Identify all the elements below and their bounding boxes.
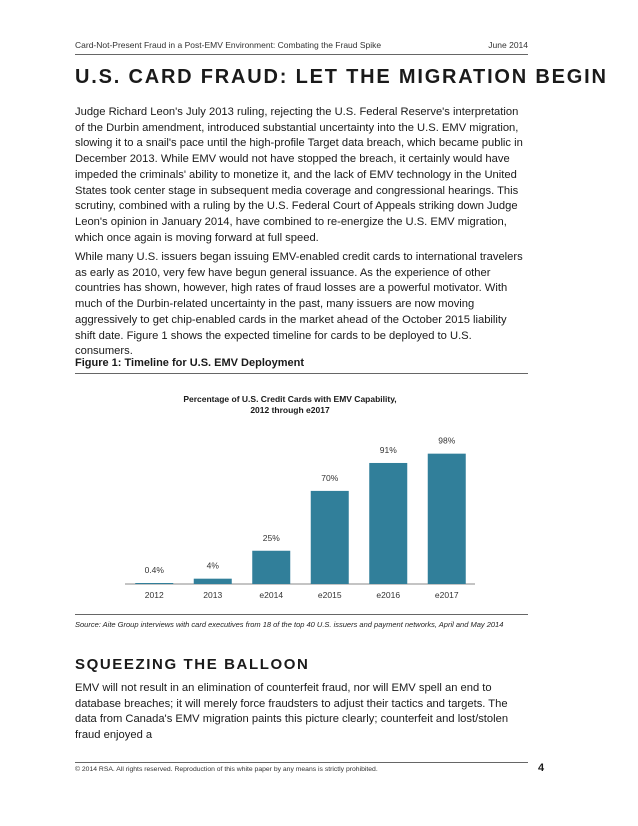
x-tick-label-2012: 2012 — [144, 590, 164, 600]
header-rule — [75, 54, 528, 55]
bar-e2016 — [369, 463, 407, 584]
header-doc-title: Card-Not-Present Fraud in a Post-EMV Environment: Combating the Fraud Spike — [75, 40, 382, 50]
footer-copyright: © 2014 RSA. All rights reserved. Reproduction of this white paper by any means is strictly prohibited. — [75, 766, 378, 773]
data-label-e2017: 98% — [438, 435, 456, 446]
paragraph-1: Judge Richard Leon's July 2013 ruling, rejecting the U.S. Federal Reserve's interpretation of the Durbin amendment, introduced substantial uncertainty into the U.S. EMV migration, slowing it to a snail's pace until the high-profile Target data breach, which became public in December 2013. While EMV would not have stopped the breach, it certainly would have impeded the criminals' ability to monetize it, and the lack of EMV technology in the United States took center stage in subsequent media coverage and congressional hearings. This scrutiny, combined with a ruling by the U.S. Federal Court of Appeals striking down Judge Leon's opinion in January 2014, have combined to re-energize the U.S. EMV migration, which once again is moving forward at full speed. — [75, 106, 523, 244]
bar-e2017 — [428, 454, 466, 584]
x-tick-label-e2015: e2015 — [317, 590, 342, 600]
figure-source: Source: Aite Group interviews with card executives from 18 of the top 40 U.S. issuers and payment networks, April and May 2014 — [75, 620, 504, 629]
bar-2012 — [135, 583, 173, 584]
figure-bottom-rule — [75, 614, 528, 615]
data-label-2013: 4% — [206, 560, 219, 571]
x-tick-label-2013: 2013 — [203, 590, 223, 600]
section-heading: SQUEEZING THE BALLOON — [75, 656, 310, 673]
footer-rule — [75, 762, 528, 763]
data-label-e2014: 25% — [262, 532, 280, 543]
x-tick-label-e2017: e2017 — [434, 590, 459, 600]
bar-chart — [75, 383, 530, 608]
data-label-2012: 0.4% — [144, 565, 164, 575]
data-label-e2015: 70% — [321, 472, 339, 483]
bar-2013 — [194, 579, 232, 584]
paragraph-2: While many U.S. issuers began issuing EMV-enabled credit cards to international travelers as early as 2010, very few have begun general issuance. As the experience of other countries has shown, however, high rates of fraud losses are a powerful motivator. With much of the Durbin-related uncertainty in the past, many issuers are now moving aggressively to get chip-enabled cards in the market ahead of the October 2015 liability shift date. Figure 1 shows the expected timeline for cards to be deployed to U.S. consumers. — [75, 251, 523, 358]
bar-e2015 — [311, 491, 349, 584]
bar-e2014 — [252, 551, 290, 584]
chart-title-line-2: 2012 through e2017 — [250, 405, 330, 415]
chart-title-line-1: Percentage of U.S. Credit Cards with EMV Capability, — [183, 394, 397, 404]
x-tick-label-e2014: e2014 — [259, 590, 284, 600]
page-header — [75, 40, 528, 50]
figure-top-rule — [75, 373, 528, 374]
paragraph-3: EMV will not result in an elimination of counterfeit fraud, nor will EMV spell an end to database breaches; it will merely force fraudsters to adjust their tactics and targets. The data from Canada's EMV migration paints this picture clearly; counterfeit and lost/stolen fraud enjoyed a — [75, 682, 509, 742]
header-date: June 2014 — [488, 40, 528, 50]
data-label-e2016: 91% — [379, 444, 397, 455]
x-tick-label-e2016: e2016 — [376, 590, 401, 600]
page-number: 4 — [538, 762, 545, 774]
section-title: U.S. CARD FRAUD: LET THE MIGRATION BEGIN — [75, 66, 608, 88]
figure-caption: Figure 1: Timeline for U.S. EMV Deployment — [75, 357, 305, 369]
